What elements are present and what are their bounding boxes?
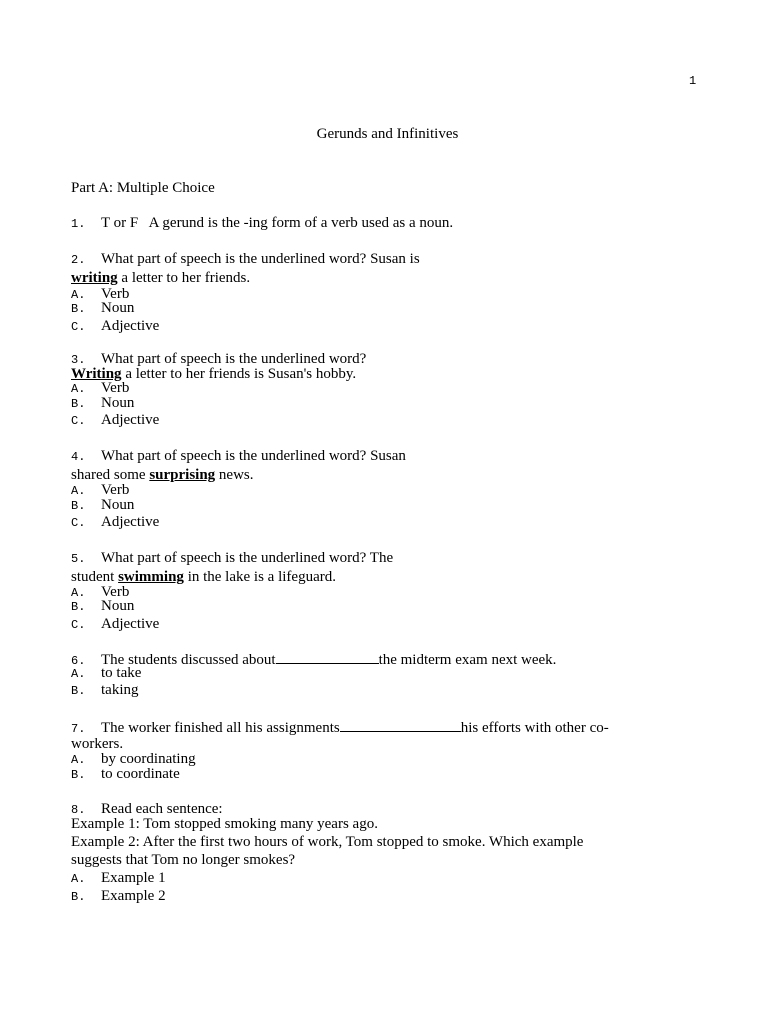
question-text-rest: a letter to her friends. — [117, 270, 251, 286]
option-c — [71, 514, 159, 531]
option-b — [71, 395, 134, 412]
option-letter: A. — [71, 872, 86, 886]
question-text-pre: shared some — [71, 467, 150, 483]
question-2-line2 — [71, 270, 250, 287]
question-text-rest: news. — [215, 467, 254, 483]
question-text-pre: The students discussed about — [101, 652, 276, 668]
question-text: What part of speech is the underlined word? The — [101, 550, 394, 566]
underlined-word: swimming — [118, 569, 184, 585]
question-2 — [71, 251, 420, 268]
option-a — [71, 870, 166, 887]
underlined-word: writing — [71, 270, 118, 286]
option-letter: B. — [71, 890, 86, 904]
option-text: Example 1 — [101, 870, 166, 886]
option-letter: B. — [71, 397, 86, 411]
option-c — [71, 412, 159, 429]
question-number: 2. — [71, 253, 86, 267]
question-text-rest: in the lake is a lifeguard. — [183, 569, 336, 585]
question-number: 4. — [71, 450, 86, 464]
page-number: 1 — [689, 74, 697, 88]
option-letter: C. — [71, 414, 86, 428]
option-letter: A. — [71, 586, 86, 600]
question-number: 5. — [71, 552, 86, 566]
question-text-rest: a letter to her friends is Susan's hobby. — [121, 366, 357, 382]
question-text-post: the midterm exam next week. — [378, 652, 557, 668]
option-letter: B. — [71, 600, 86, 614]
question-text: T or F A gerund is the -ing form of a verb used as a noun. — [101, 215, 454, 231]
answer-blank — [340, 718, 461, 732]
question-text: Read each sentence: — [101, 801, 223, 817]
question-number: 7. — [71, 722, 86, 736]
option-b — [71, 682, 139, 699]
option-b — [71, 598, 134, 615]
option-text: Verb — [101, 286, 130, 302]
question-text-pre: The worker finished all his assignments — [101, 720, 340, 736]
question-5 — [71, 550, 393, 567]
option-b — [71, 888, 166, 905]
option-b — [71, 766, 180, 783]
option-letter: A. — [71, 753, 86, 767]
document-title: Gerunds and Infinitives — [316, 126, 459, 142]
option-c — [71, 318, 159, 335]
question-text: What part of speech is the underlined word? — [101, 351, 367, 367]
question-number: 3. — [71, 353, 86, 367]
question-6 — [71, 650, 556, 669]
option-letter: B. — [71, 302, 86, 316]
option-text: to take — [101, 665, 142, 681]
option-a — [71, 665, 141, 682]
option-text: Adjective — [101, 514, 160, 530]
option-text: Noun — [101, 598, 135, 614]
question-text-post: his efforts with other co- — [460, 720, 609, 736]
question-number: 1. — [71, 217, 86, 231]
question-7 — [71, 718, 609, 737]
question-1 — [71, 215, 453, 232]
question-8-example-2: Example 2: After the first two hours of work, Tom stopped to smoke. Which example — [71, 834, 584, 850]
option-text: Noun — [101, 497, 135, 513]
option-text: Verb — [101, 584, 130, 600]
question-number: 8. — [71, 803, 86, 817]
option-letter: B. — [71, 684, 86, 698]
question-text: What part of speech is the underlined word? Susan is — [101, 251, 420, 267]
question-7-line2: workers. — [71, 736, 124, 752]
option-letter: B. — [71, 499, 86, 513]
option-letter: C. — [71, 618, 86, 632]
option-text: Adjective — [101, 412, 160, 428]
option-text: Noun — [101, 300, 135, 316]
question-8-prompt: suggests that Tom no longer smokes? — [71, 852, 296, 868]
answer-blank — [276, 650, 379, 664]
question-8-example-1: Example 1: Tom stopped smoking many years ago. — [71, 816, 378, 832]
option-letter: A. — [71, 288, 86, 302]
option-text: taking — [101, 682, 139, 698]
question-text: What part of speech is the underlined word? Susan — [101, 448, 406, 464]
underlined-word: Writing — [71, 366, 122, 382]
question-number: 6. — [71, 654, 86, 668]
option-text: Noun — [101, 395, 135, 411]
option-b — [71, 497, 134, 514]
section-heading: Part A: Multiple Choice — [71, 180, 215, 196]
question-text-pre: student — [71, 569, 119, 585]
option-text: Adjective — [101, 318, 160, 334]
question-4 — [71, 448, 406, 465]
option-letter: C. — [71, 320, 86, 334]
option-letter: B. — [71, 768, 86, 782]
option-text: Verb — [101, 380, 130, 396]
option-text: to coordinate — [101, 766, 180, 782]
option-letter: A. — [71, 484, 86, 498]
option-b — [71, 300, 134, 317]
option-letter: A. — [71, 382, 86, 396]
option-letter: A. — [71, 667, 86, 681]
option-c — [71, 616, 159, 633]
option-letter: C. — [71, 516, 86, 530]
option-text: Example 2 — [101, 888, 166, 904]
option-text: Adjective — [101, 616, 160, 632]
underlined-word: surprising — [149, 467, 216, 483]
option-text: by coordinating — [101, 751, 196, 767]
option-text: Verb — [101, 482, 130, 498]
